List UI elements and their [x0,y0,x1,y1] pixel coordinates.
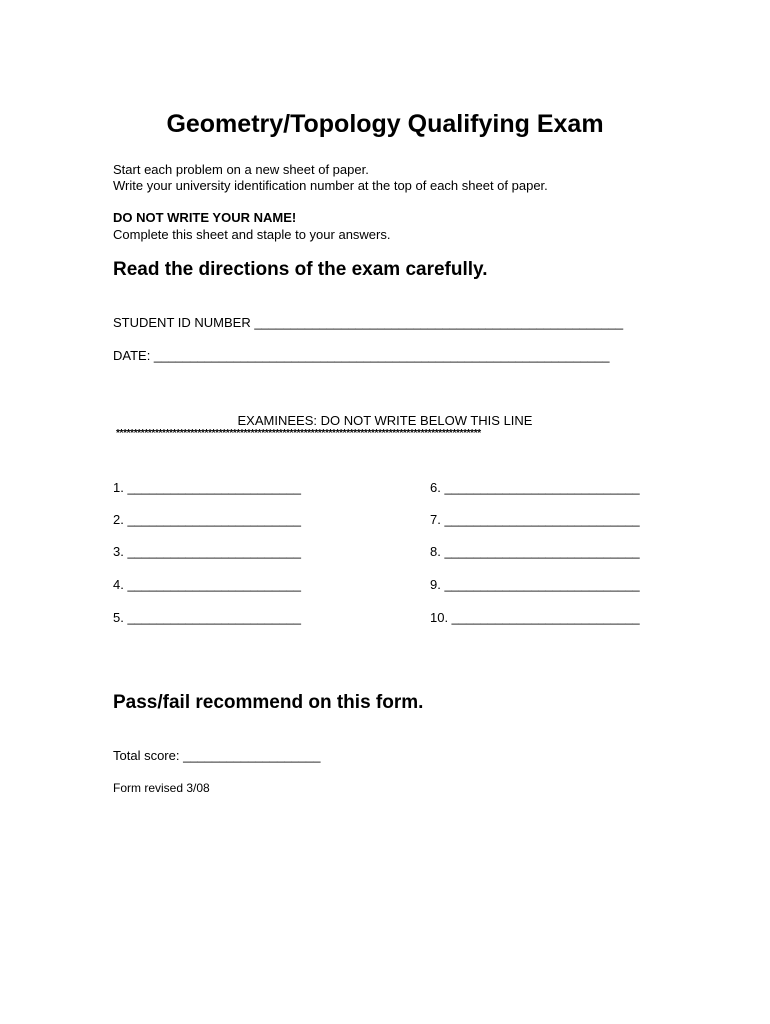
form-revised-note: Form revised 3/08 [113,781,210,795]
score-line-5[interactable]: 5. ________________________ [113,610,301,625]
examinees-notice: EXAMINEES: DO NOT WRITE BELOW THIS LINE [237,413,533,428]
passfail-heading: Pass/fail recommend on this form. [113,692,424,713]
instruction-staple: Complete this sheet and staple to your answers. [113,227,391,242]
instruction-id-number: Write your university identification number at the top of each sheet of paper. [113,178,548,193]
total-score-field[interactable]: Total score: ___________________ [113,748,321,763]
score-line-9[interactable]: 9. ___________________________ [430,577,640,592]
score-line-2[interactable]: 2. ________________________ [113,512,301,527]
date-field[interactable]: DATE: _______________________________________________________________ [113,348,610,363]
instruction-new-sheet: Start each problem on a new sheet of paper. [113,162,369,177]
separator-stars: ******************************************************************************************************* [116,428,481,439]
score-line-6[interactable]: 6. ___________________________ [430,480,640,495]
warning-no-name: DO NOT WRITE YOUR NAME! [113,210,297,225]
score-line-7[interactable]: 7. ___________________________ [430,512,640,527]
page-title: Geometry/Topology Qualifying Exam [166,110,604,138]
score-line-10[interactable]: 10. __________________________ [430,610,640,625]
score-line-8[interactable]: 8. ___________________________ [430,544,640,559]
student-id-field[interactable]: STUDENT ID NUMBER ___________________________________________________ [113,315,624,330]
score-line-4[interactable]: 4. ________________________ [113,577,301,592]
directions-heading: Read the directions of the exam carefully. [113,259,488,280]
score-line-3[interactable]: 3. ________________________ [113,544,301,559]
score-line-1[interactable]: 1. ________________________ [113,480,301,495]
